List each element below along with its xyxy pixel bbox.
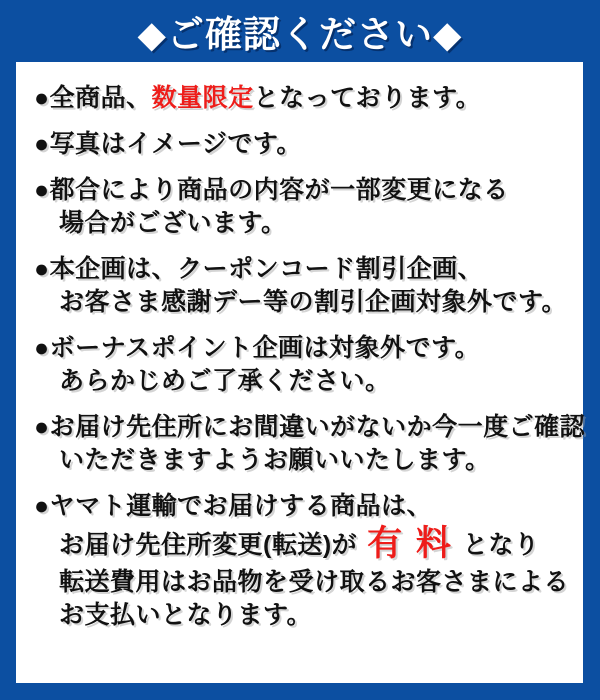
- notice-line: [59, 599, 573, 632]
- notice-text: 都合により商品の内容が一部変更になる: [49, 176, 509, 204]
- notice-text: お客さま感謝デー等の割引企画対象外です。: [59, 288, 568, 316]
- notice-text: 転送費用はお品物を受け取るお客さまによる: [59, 568, 570, 596]
- notice-item-yamato-forwarding-fee: [34, 490, 573, 632]
- bullet-icon: ●: [34, 334, 50, 362]
- notice-item-content-change: [34, 174, 573, 240]
- notice-item-limited-quantity: [34, 82, 573, 115]
- bullet-icon: ●: [34, 130, 50, 158]
- notice-text: 本企画は、クーポンコード割引企画、: [49, 255, 484, 283]
- notice-text: ボーナスポイント企画は対象外です。: [49, 334, 481, 362]
- notice-line: [34, 174, 573, 207]
- notice-text: いただきますようお願いいたします。: [59, 446, 491, 474]
- bullet-icon: ●: [34, 176, 50, 204]
- bullet-icon: ●: [34, 413, 50, 441]
- notice-item-coupon-exclusion: [34, 253, 573, 319]
- notice-panel: [16, 62, 586, 683]
- notice-line: [59, 566, 573, 599]
- notice-text: お支払いとなります。: [59, 601, 313, 629]
- notice-line: [34, 332, 573, 365]
- notice-line: [59, 286, 573, 319]
- notice-line: [59, 523, 573, 566]
- notice-text-emphasis: 数量限定: [151, 84, 254, 112]
- notice-line: [59, 444, 573, 477]
- notice-text: お届け先住所変更(転送)が: [59, 531, 358, 559]
- notice-item-bonus-point-exclusion: [34, 332, 573, 398]
- notice-text: あらかじめご了承ください。: [59, 367, 391, 395]
- notice-line: [34, 128, 573, 161]
- notice-text: 全商品、: [49, 84, 152, 112]
- notice-text: 写真はイメージです。: [49, 130, 302, 158]
- notice-line: [34, 490, 573, 523]
- bullet-icon: ●: [34, 492, 50, 520]
- banner-header: [0, 0, 600, 62]
- bullet-icon: ●: [34, 84, 50, 112]
- notice-text: となり: [462, 531, 540, 559]
- notice-item-address-confirm: [34, 411, 586, 477]
- notice-text: となっております。: [253, 84, 482, 112]
- notice-line: [59, 207, 573, 240]
- bullet-icon: ●: [34, 255, 50, 283]
- notice-text: 場合がございます。: [59, 209, 287, 237]
- notice-text-fee-emphasis: 有 料: [367, 524, 453, 563]
- notice-line: [34, 82, 573, 115]
- notice-line: [59, 365, 573, 398]
- notice-line: [34, 411, 586, 444]
- banner-title: ◆ご確認ください◆: [137, 14, 463, 55]
- notice-text: ヤマト運輸でお届けする商品は、: [49, 492, 433, 520]
- notice-text: お届け先住所にお間違いがないか今一度ご確認: [49, 413, 586, 441]
- notice-item-photo-image: [34, 128, 573, 161]
- notice-line: [34, 253, 573, 286]
